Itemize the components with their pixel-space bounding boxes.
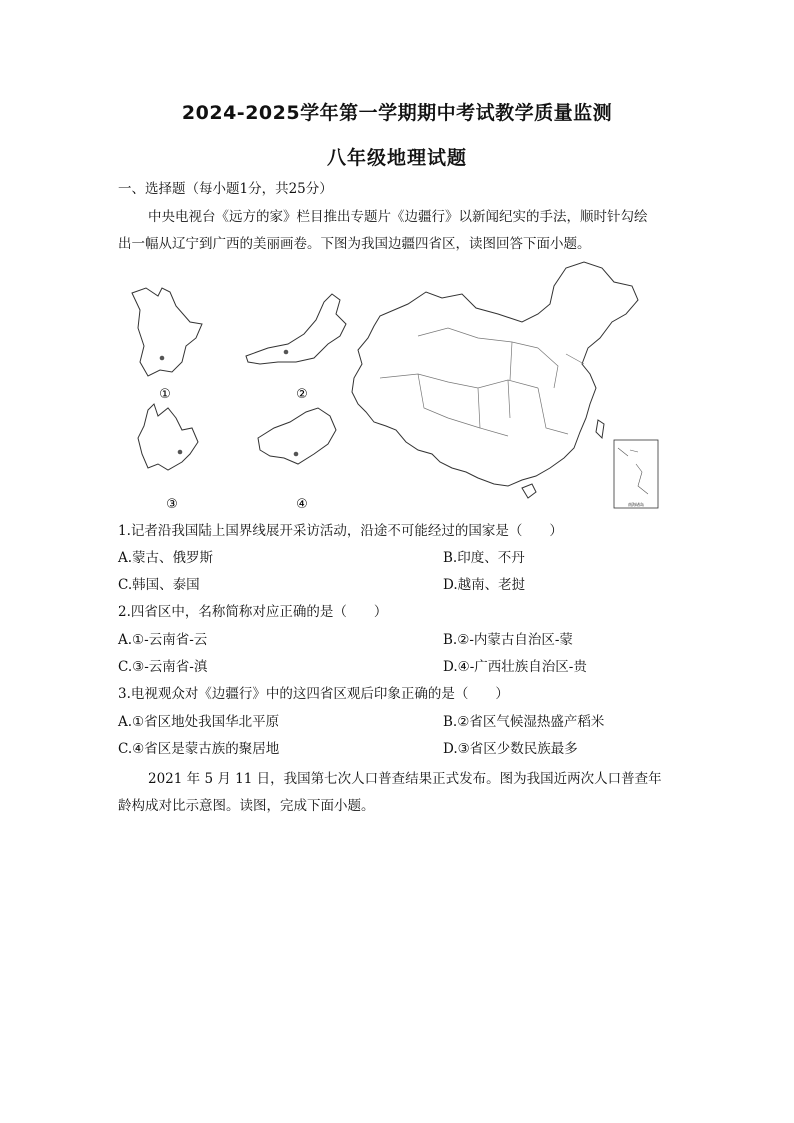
intro2-line1: 2021 年 5 月 11 日，我国第七次人口普查结果正式发布。图为我国近两次人口普查年	[148, 771, 662, 787]
border-provinces-map	[118, 258, 678, 516]
intro2-line2: 龄构成对比示意图。读图，完成下面小题。	[118, 798, 375, 814]
capital-dots	[160, 350, 299, 457]
china-outline	[352, 262, 638, 486]
taiwan-island	[596, 420, 604, 438]
question-1-stem: 1.记者沿我国陆上国界线展开采访活动，沿途不可能经过的国家是（ ）	[118, 523, 563, 539]
province-1-outline	[132, 288, 202, 376]
province-3-outline	[138, 404, 198, 470]
question-3-stem: 3.电视观众对《边疆行》中的这四省区观后印象正确的是（ ）	[118, 686, 509, 702]
q2-option-c: C.③-云南省-滇	[118, 659, 208, 675]
q1-option-d: D.越南、老挝	[443, 577, 526, 593]
intro1-line2: 出一幅从辽宁到广西的美丽画卷。下图为我国边疆四省区，读图回答下面小题。	[118, 236, 591, 252]
exam-title: 2024-2025学年第一学期期中考试教学质量监测	[181, 102, 613, 124]
question-2-stem: 2.四省区中，名称简称对应正确的是（ ）	[118, 604, 388, 620]
capital-dot-3	[178, 450, 183, 455]
q1-option-b: B.印度、不丹	[443, 550, 525, 566]
q3-option-d: D.③省区少数民族最多	[443, 741, 578, 757]
inset-label: 南海诸岛	[628, 502, 644, 507]
q3-option-a: A.①省区地处我国华北平原	[118, 714, 280, 730]
map-label-3: ③	[166, 497, 178, 512]
map-label-4: ④	[296, 497, 308, 512]
province-2-outline	[246, 294, 346, 364]
exam-subtitle: 八年级地理试题	[326, 147, 467, 169]
q2-option-d: D.④-广西壮族自治区-贵	[443, 659, 587, 675]
q2-option-b: B.②-内蒙古自治区-蒙	[443, 632, 573, 648]
q3-option-c: C.④省区是蒙古族的聚居地	[118, 741, 280, 757]
capital-dot-2	[284, 350, 289, 355]
capital-dot-4	[294, 452, 299, 457]
intro1-line1: 中央电视台《远方的家》栏目推出专题片《边疆行》以新闻纪实的手法，顺时针勾绘	[148, 209, 648, 225]
q3-option-b: B.②省区气候湿热盛产稻米	[443, 714, 605, 730]
q2-option-a: A.①-云南省-云	[118, 632, 208, 648]
q1-option-a: A.蒙古、俄罗斯	[118, 550, 214, 566]
capital-dot-1	[160, 356, 165, 361]
section-heading: 一、选择题（每小题1分，共25分）	[118, 181, 333, 197]
q1-option-c: C.韩国、泰国	[118, 577, 200, 593]
map-label-1: ①	[159, 387, 171, 402]
map-label-2: ②	[296, 387, 308, 402]
hainan-island	[522, 484, 536, 498]
